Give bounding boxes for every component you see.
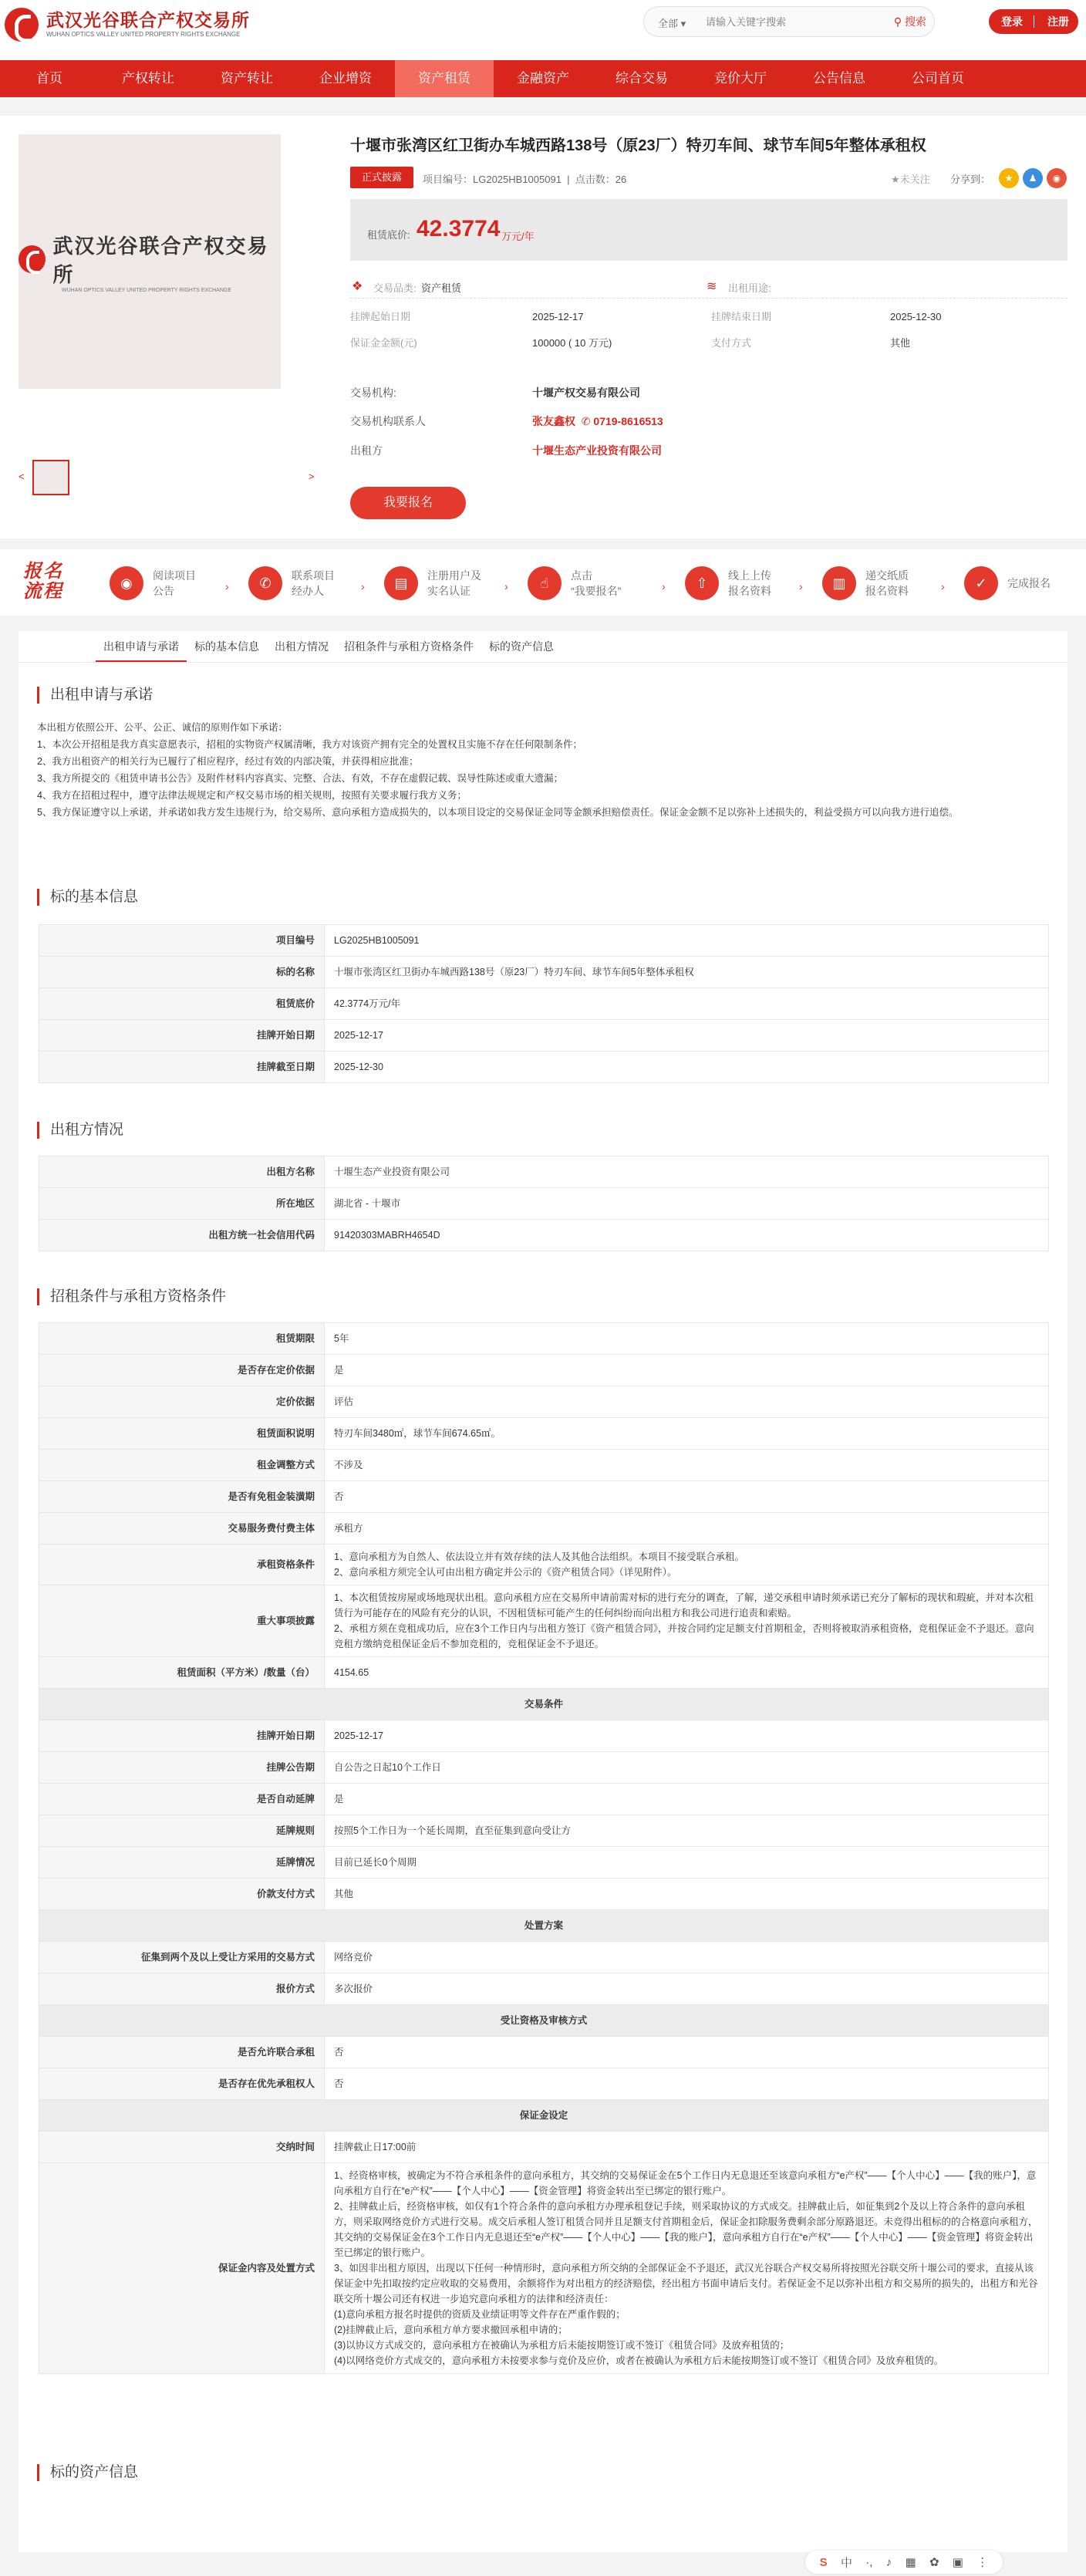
row-value: 网络竞价 xyxy=(325,1942,1049,1973)
table-row xyxy=(39,1188,1049,1220)
row-value: 1、意向承租方为自然人、依法设立并有效存续的法人及其他合法组织。本项目不接受联合承租。 2、意向承租方须完全认可由出租方确定并公示的《资产租赁合同》（详见附件）。 xyxy=(325,1545,1049,1585)
flow-step-line1: 联系项目 xyxy=(292,569,335,582)
nav-item[interactable]: 公告信息 xyxy=(813,71,865,86)
price-label: 租赁底价: xyxy=(367,229,410,241)
table-row xyxy=(39,2163,1049,2374)
table-row xyxy=(39,957,1049,988)
row-label: 出租方统一社会信用代码 xyxy=(39,1220,325,1251)
row-label: 定价依据 xyxy=(39,1386,325,1418)
row-label: 保证金内容及处置方式 xyxy=(39,2163,325,2374)
table-row xyxy=(39,1156,1049,1188)
weibo-share-icon[interactable]: ◉ xyxy=(1047,168,1067,188)
group-header: 受让资格及审核方式 xyxy=(39,2005,1049,2037)
lessor-label: 出租方 xyxy=(350,444,383,457)
project-title: 十堰市张湾区红卫街办车城西路138号（原23厂）特刃车间、球节车间5年整体承租权 xyxy=(350,137,926,154)
trade-type-row: ❖ 交易品类: 资产租赁 ≋ 出租用途: xyxy=(350,275,1067,299)
basic-info-table xyxy=(39,924,1049,1083)
flow-step-line1: 递交纸质 xyxy=(865,569,909,582)
row-value: 多次报价 xyxy=(325,1973,1049,2005)
lessor-info-table xyxy=(39,1156,1049,1251)
row-label: 挂牌开始日期 xyxy=(39,1720,325,1752)
row-value: 十堰生态产业投资有限公司 xyxy=(325,1156,1049,1188)
row-label: 重大事项披露 xyxy=(39,1585,325,1657)
flow-step-line2: 报名资料 xyxy=(865,585,909,597)
tab[interactable]: 标的资产信息 xyxy=(489,640,554,653)
nav-item[interactable]: 资产租赁 xyxy=(395,60,494,97)
nav-item[interactable]: 资产转让 xyxy=(221,71,273,86)
row-label: 是否自动延牌 xyxy=(39,1784,325,1815)
row-label: 挂牌开始日期 xyxy=(39,1020,325,1052)
row-value: 其他 xyxy=(325,1879,1049,1910)
table-row xyxy=(39,925,1049,957)
logo-title: 武汉光谷联合产权交易所 xyxy=(46,10,250,30)
row-value: 42.3774万元/年 xyxy=(325,988,1049,1020)
logo-subtitle: WUHAN OPTICS VALLEY UNITED PROPERTY RIGHTS EXCHANGE xyxy=(46,31,241,38)
commitment-line: 1、本次公开招租是我方真实意愿表示，招租的实物资产权属清晰，我方对该资产拥有完全的处置权且实施不存在任何限制条件； xyxy=(37,739,582,750)
tab[interactable]: 标的基本信息 xyxy=(194,640,259,653)
row-value: 湖北省 - 十堰市 xyxy=(325,1188,1049,1220)
row-label: 是否有免租金装潢期 xyxy=(39,1481,325,1513)
pay-method-label: 支付方式 xyxy=(711,337,752,349)
row-value: 特刃车间3480㎡，球节车间674.65㎡。 xyxy=(325,1418,1049,1450)
tab[interactable]: 出租申请与承诺 xyxy=(96,631,187,662)
ime-keyboard-icon[interactable]: ▦ xyxy=(905,2556,916,2569)
flow-arrow-icon: › xyxy=(361,580,365,593)
row-value: 按照5个工作日为一个延长周期，直至征集到意向受让方 xyxy=(325,1815,1049,1847)
table-row xyxy=(39,2068,1049,2100)
row-label: 是否存在定价依据 xyxy=(39,1355,325,1386)
detail-tabs xyxy=(96,631,562,662)
image-thumbnail[interactable] xyxy=(32,460,69,495)
end-date-label: 挂牌结束日期 xyxy=(711,311,772,322)
row-value: 不涉及 xyxy=(325,1450,1049,1481)
row-value: 否 xyxy=(325,1481,1049,1513)
row-value: 2025-12-30 xyxy=(325,1052,1049,1083)
logo-icon xyxy=(5,8,39,42)
flow-arrow-icon: › xyxy=(504,580,508,593)
row-label: 交纳时间 xyxy=(39,2132,325,2163)
row-label: 挂牌截至日期 xyxy=(39,1052,325,1083)
row-label: 项目编号 xyxy=(39,925,325,957)
flow-step xyxy=(685,566,771,600)
flow-arrow-icon: › xyxy=(662,580,666,593)
flow-step-line1: 注册用户及 xyxy=(427,569,481,582)
login-button[interactable]: 登录 xyxy=(1001,15,1023,28)
contact-label: 交易机构联系人 xyxy=(350,415,426,427)
start-date-label: 挂牌起始日期 xyxy=(350,311,411,322)
commitment-line: 4、我方在招租过程中，遵守法律法规规定和产权交易市场的相关规则，按照有关要求履行我方义务； xyxy=(37,790,467,801)
row-value: 承租方 xyxy=(325,1513,1049,1545)
section-title-conditions: 招租条件与承租方资格条件 xyxy=(37,1288,226,1305)
contact-name[interactable]: 张友鑫权 xyxy=(532,415,575,427)
table-row xyxy=(39,1481,1049,1513)
row-label: 挂牌公告期 xyxy=(39,1752,325,1784)
table-row xyxy=(39,1020,1049,1052)
row-value: 1、经资格审核，被确定为不符合承租条件的意向承租方，其交纳的交易保证金在5个工作日内无息退还至该意向承租方“e产权”——【个人中心】——【我的账户】，意向承租方自行在“e产权”——【个人中心】——【资金管理】将资金转出至已绑定的银行账户。 2、挂牌截止后，经资格审核，如仅有1个符合条件的意向承租方办理承租登记手续，则采取协议的方式成交。挂牌截止后，如征集到2个及以上符合条件的意向承租方，则采取网络竞价方式进行交易。成交后承租人签订租赁合同并且足额支付首期租金后，保证金扣除服务费剩余部分原路退还。未竞得出租标的的合格意向承租方，其交纳的交易保证金在3个工作日内无息退还至“e产权”——【个人中心】——【我的账户】，意向承租方自行在“e产权”——【个人中心】——【资金管理】将资金转出至已绑定的银行账户。 3、如因非出租方原因，出现以下任何一种情形时，意向承租方所交纳的全部保证金不予退还，武汉光谷联合产权交易所将按照光谷联交所十堰公司的要求，直接从该保证金中先扣取按约定应收取的交易费用，余额将作为对出租方的经济赔偿，经出租方书面申请后支付。若保证金不足以弥补出租方和交易所的损失的，出租方和光谷联交所十堰公司还有权进一步追究意向承租方的法律和经济责任： (1)意向承租方报名时提供的资质及业绩证明等文件存在严重作假的； (2)挂牌截止后，意向承租方单方要求撤回承租申请的； (3)以协议方式成交的，意向承租方在被确认为承租方后未能按期签订或不签订《租赁合同》及放弃租赁的； (4)以网络竞价方式成交的，意向承租方未按要求参与竞价及应价，或者在被确认为承租方后未能按期签订或不签订《租赁合同》及放弃租赁的。 xyxy=(325,2163,1049,2374)
row-label: 交易服务费付费主体 xyxy=(39,1513,325,1545)
nav-item[interactable]: 公司首页 xyxy=(912,71,964,86)
ime-menu-icon[interactable]: ▣ xyxy=(952,2556,963,2569)
row-value: 评估 xyxy=(325,1386,1049,1418)
table-row xyxy=(39,1879,1049,1910)
row-value: 是 xyxy=(325,1784,1049,1815)
row-value: 挂牌截止日17:00前 xyxy=(325,2132,1049,2163)
share-label: 分享到： xyxy=(950,174,991,185)
tab[interactable]: 出租方情况 xyxy=(275,640,329,653)
image-logo-subtitle: WUHAN OPTICS VALLEY UNITED PROPERTY RIGHTS EXCHANGE xyxy=(62,287,232,293)
flow-step xyxy=(528,566,621,600)
table-row xyxy=(39,1585,1049,1657)
star-icon: ★ xyxy=(891,174,900,185)
layers-icon: ≋ xyxy=(707,280,717,293)
table-row xyxy=(39,988,1049,1020)
flow-step-icon: ✓ xyxy=(964,566,998,600)
contact-phone[interactable]: 0719-8616513 xyxy=(593,415,663,427)
flow-step xyxy=(964,566,1051,600)
section-title-commitment: 出租申请与承诺 xyxy=(37,687,153,704)
section-title-asset: 标的资产信息 xyxy=(37,2464,138,2481)
row-label: 租赁面积（平方米）/数量（台） xyxy=(39,1657,325,1689)
nav-item[interactable]: 首页 xyxy=(36,71,62,86)
price-box xyxy=(350,199,1067,261)
flow-step-icon: ▥ xyxy=(822,566,856,600)
row-label: 延牌情况 xyxy=(39,1847,325,1879)
flow-step-line2: 报名资料 xyxy=(728,585,771,597)
ime-logo-icon[interactable]: S xyxy=(819,2555,828,2569)
commitment-line: 5、我方保证遵守以上承诺，并承诺如我方发生违规行为，给交易所、意向承租方造成损失的，以本项目设定的交易保证金同等金额承担赔偿责任。保证金金额不足以弥补上述损失的，利益受损方可以向我方进行追偿。 xyxy=(37,807,959,818)
flow-step xyxy=(110,566,196,600)
project-card xyxy=(0,116,1086,538)
commitment-text xyxy=(37,719,1055,821)
flow-step-line1: 阅读项目 xyxy=(153,569,196,582)
nav-item[interactable]: 综合交易 xyxy=(616,71,668,86)
flow-step-icon: ◉ xyxy=(110,566,143,600)
table-row xyxy=(39,1847,1049,1879)
ime-more-icon[interactable]: ⋮ xyxy=(976,2556,989,2569)
table-row xyxy=(39,1973,1049,2005)
row-label: 征集到两个及以上受让方采用的交易方式 xyxy=(39,1942,325,1973)
auth-buttons xyxy=(989,9,1078,34)
nav-item[interactable]: 企业增资 xyxy=(319,71,372,86)
phone-icon: ✆ xyxy=(581,415,591,427)
flow-step-line2: 实名认证 xyxy=(427,585,470,597)
table-row xyxy=(39,1545,1049,1585)
image-logo-icon xyxy=(19,245,46,273)
flow-title: 报名 流程 xyxy=(23,561,63,602)
row-label: 租金调整方式 xyxy=(39,1450,325,1481)
trade-type-value: 资产租赁 xyxy=(421,282,462,294)
row-value: 91420303MABRH4654D xyxy=(325,1220,1049,1251)
category-icon: ❖ xyxy=(352,280,363,293)
flow-step-line2: “我要报名” xyxy=(571,585,622,597)
thumb-next-arrow[interactable]: > xyxy=(309,471,315,482)
ime-voice-icon[interactable]: ♪ xyxy=(885,2555,892,2569)
nav-item[interactable]: 金融资产 xyxy=(517,71,569,86)
flow-arrow-icon: › xyxy=(225,580,229,593)
top-header xyxy=(0,0,1086,60)
nav-item[interactable]: 竞价大厅 xyxy=(714,71,767,86)
table-row xyxy=(39,2037,1049,2068)
row-value: 2025-12-17 xyxy=(325,1020,1049,1052)
row-value: LG2025HB1005091 xyxy=(325,925,1049,957)
row-label: 所在地区 xyxy=(39,1188,325,1220)
row-value: 是 xyxy=(325,1355,1049,1386)
follow-button[interactable]: ★未关注 xyxy=(891,174,930,185)
row-value: 十堰市张湾区红卫街办车城西路138号（原23厂）特刃车间、球节车间5年整体承租权 xyxy=(325,957,1049,988)
share-icons xyxy=(995,168,1067,188)
tabs-divider xyxy=(19,662,1067,663)
ime-skin-icon[interactable]: ✿ xyxy=(929,2556,939,2569)
thumb-prev-arrow[interactable]: < xyxy=(19,471,25,482)
ime-toolbar xyxy=(805,2551,1003,2574)
table-row xyxy=(39,1220,1049,1251)
project-image xyxy=(19,134,281,389)
flow-step xyxy=(822,566,909,600)
row-label: 价款支付方式 xyxy=(39,1879,325,1910)
table-row xyxy=(39,1052,1049,1083)
row-label: 租赁期限 xyxy=(39,1323,325,1355)
search-button[interactable]: ⚲ 搜索 xyxy=(893,15,926,28)
tab[interactable]: 招租条件与承租方资格条件 xyxy=(344,640,474,653)
deposit-value: 100000 ( 10 万元) xyxy=(532,337,612,349)
row-value: 否 xyxy=(325,2068,1049,2100)
price-unit: 万元/年 xyxy=(501,231,535,242)
table-row xyxy=(39,1752,1049,1784)
row-label: 是否存在优先承租权人 xyxy=(39,2068,325,2100)
main-nav xyxy=(0,60,1086,97)
table-row xyxy=(39,1450,1049,1481)
table-row xyxy=(39,1784,1049,1815)
qzone-share-icon[interactable]: ★ xyxy=(999,168,1019,188)
table-row xyxy=(39,1355,1049,1386)
row-label: 是否允许联合承租 xyxy=(39,2037,325,2068)
start-date-value: 2025-12-17 xyxy=(532,311,584,322)
qq-share-icon[interactable]: ♟ xyxy=(1023,168,1043,188)
flow-step-line1: 点击 xyxy=(571,569,592,582)
group-header: 保证金设定 xyxy=(39,2100,1049,2132)
pay-method-value: 其他 xyxy=(890,337,911,349)
nav-item[interactable]: 产权转让 xyxy=(122,71,174,86)
row-label: 报价方式 xyxy=(39,1973,325,2005)
flow-step-line2: 经办人 xyxy=(292,585,324,597)
table-row xyxy=(39,1418,1049,1450)
row-value: 2025-12-17 xyxy=(325,1720,1049,1752)
row-label: 租赁面积说明 xyxy=(39,1418,325,1450)
table-row xyxy=(39,1323,1049,1355)
flow-step-icon: ☝ xyxy=(528,566,562,600)
commitment-line: 2、我方出租资产的相关行为已履行了相应程序，经过有效的内部决策，并获得相应批准； xyxy=(37,756,419,767)
row-label: 出租方名称 xyxy=(39,1156,325,1188)
row-label: 标的名称 xyxy=(39,957,325,988)
table-group-row xyxy=(39,2005,1049,2037)
flow-step xyxy=(384,566,481,600)
table-group-row xyxy=(39,2100,1049,2132)
row-label: 延牌规则 xyxy=(39,1815,325,1847)
project-meta: 项目编号：LG2025HB1005091 | 点击数：26 xyxy=(423,174,627,185)
ime-punct-icon[interactable]: ·, xyxy=(865,2555,873,2569)
table-row xyxy=(39,1942,1049,1973)
flow-step-icon: ✆ xyxy=(248,566,282,600)
flow-step-line1: 线上上传 xyxy=(728,569,771,582)
flow-arrow-icon: › xyxy=(799,580,803,593)
ime-chinese-icon[interactable]: 中 xyxy=(840,2556,852,2570)
row-value: 4154.65 xyxy=(325,1657,1049,1689)
table-row xyxy=(39,1657,1049,1689)
deposit-label: 保证金金额(元) xyxy=(350,337,417,349)
search-input[interactable] xyxy=(706,12,860,32)
detail-content xyxy=(19,631,1067,2552)
registration-flow xyxy=(0,549,1086,616)
image-logo-text: 武汉光谷联合产权交易所 xyxy=(52,234,269,286)
commitment-line: 3、我方所提交的《租赁申请书公告》及附件材料内容真实、完整、合法、有效，不存在虚假记载、误导性陈述或重大遗漏； xyxy=(37,773,563,784)
flow-step-line1: 完成报名 xyxy=(1007,577,1051,589)
lessor-value[interactable]: 十堰生态产业投资有限公司 xyxy=(532,444,662,457)
search-box xyxy=(643,6,935,37)
apply-button[interactable]: 我要报名 xyxy=(350,487,466,519)
table-row xyxy=(39,1815,1049,1847)
table-row xyxy=(39,1386,1049,1418)
end-date-value: 2025-12-30 xyxy=(890,311,942,322)
row-label: 租赁底价 xyxy=(39,988,325,1020)
flow-step-line2: 公告 xyxy=(153,585,174,597)
table-group-row xyxy=(39,1910,1049,1942)
table-group-row xyxy=(39,1689,1049,1720)
register-button[interactable]: 注册 xyxy=(1047,15,1069,28)
group-header: 交易条件 xyxy=(39,1689,1049,1720)
flow-step-icon: ▤ xyxy=(384,566,418,600)
section-title-lessor: 出租方情况 xyxy=(37,1122,123,1139)
price-value: 42.3774 xyxy=(417,216,501,241)
group-header: 处置方案 xyxy=(39,1910,1049,1942)
agency-value: 十堰产权交易有限公司 xyxy=(532,387,640,399)
commitment-line: 本出租方依照公开、公平、公正、诚信的原则作如下承诺： xyxy=(37,722,288,733)
search-scope-select[interactable]: 全部 ▾ xyxy=(658,18,686,29)
row-value: 否 xyxy=(325,2037,1049,2068)
row-value: 1、本次租赁按房屋或场地现状出租。意向承租方应在交易所申请前需对标的进行充分的调查，了解，递交承租申请时须承诺已充分了解标的现状和瑕疵，并对本次租赁行为可能存在的风险有充分的认识，不因租赁标可能产生的任何纠纷而向出租方和我公司进行追责和索赔。 2、承租方须在竞租成功后，应在3个工作日内与出租方签订《资产租赁合同》，并按合同约定足额支付首期租金，否则将被取消承租资格，竞租保证金不予退还。意向竞租方缴纳竞租保证金后不参加竞租的，竞租保证金不予退还。 xyxy=(325,1585,1049,1657)
row-value: 目前已延长0个周期 xyxy=(325,1847,1049,1879)
site-logo[interactable] xyxy=(5,5,250,45)
row-value: 自公告之日起10个工作日 xyxy=(325,1752,1049,1784)
table-row xyxy=(39,1720,1049,1752)
conditions-table xyxy=(39,1322,1049,2374)
table-row xyxy=(39,2132,1049,2163)
flow-step-icon: ⇧ xyxy=(685,566,719,600)
table-row xyxy=(39,1513,1049,1545)
flow-step xyxy=(248,566,335,600)
agency-label: 交易机构: xyxy=(350,387,396,399)
row-value: 5年 xyxy=(325,1323,1049,1355)
search-icon: ⚲ xyxy=(893,15,902,28)
section-title-basic: 标的基本信息 xyxy=(37,889,138,906)
flow-arrow-icon: › xyxy=(941,580,945,593)
status-badge: 正式披露 xyxy=(350,167,413,188)
row-label: 承租资格条件 xyxy=(39,1545,325,1585)
